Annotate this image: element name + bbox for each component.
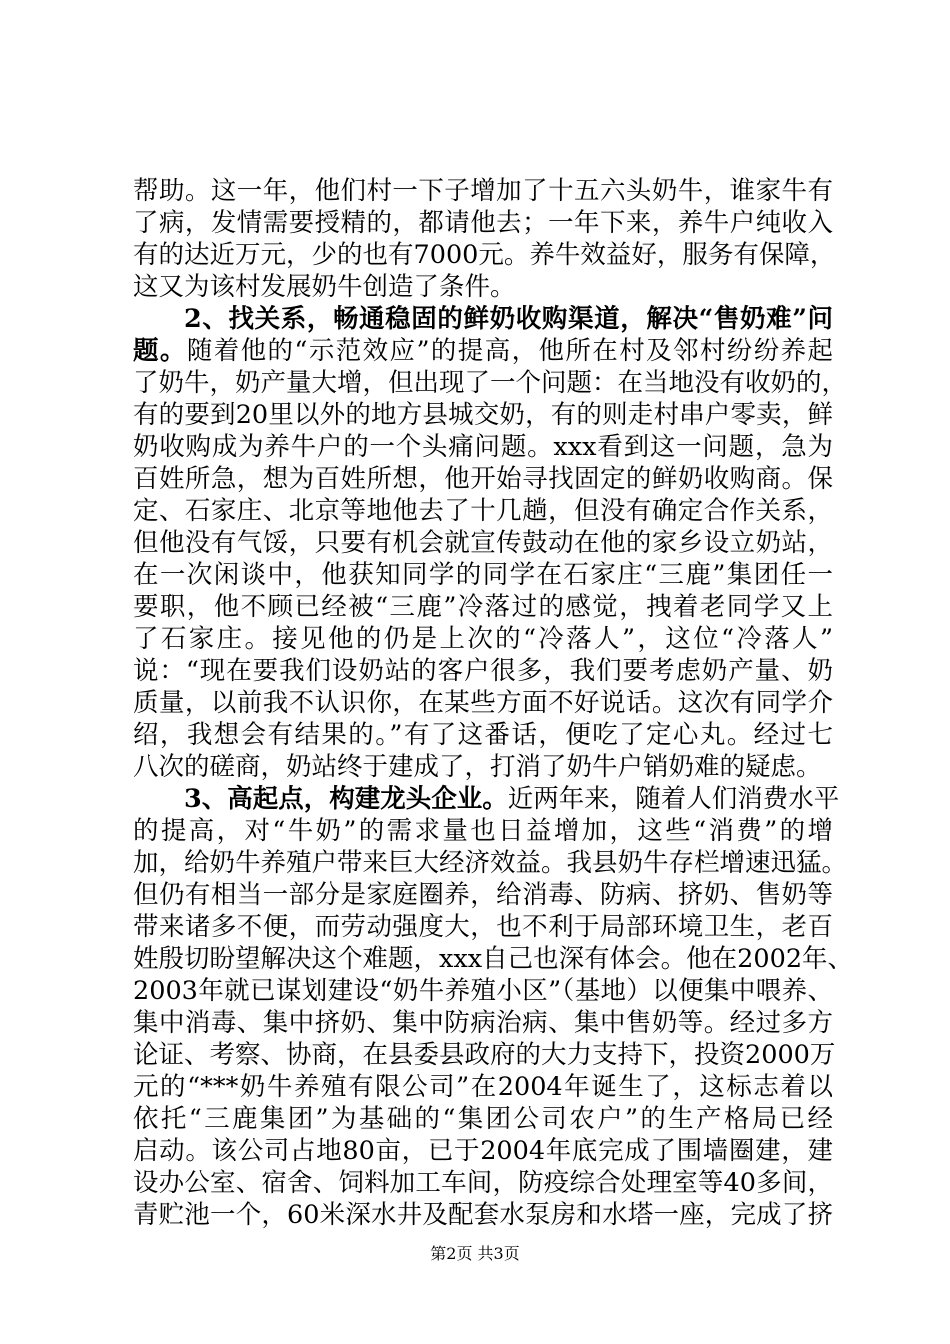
text-line: 但他没有气馁，只要有机会就宣传鼓动在他的家乡设立奶站， xyxy=(133,528,833,558)
text-line: 奶收购成为养牛户的一个头痛问题。xxx看到这一问题，急为 xyxy=(133,432,833,462)
text-line: 带来诸多不便，而劳动强度大，也不利于局部环境卫生，老百 xyxy=(133,912,833,942)
text-line: 有的要到20里以外的地方县城交奶，有的则走村串户零卖，鲜 xyxy=(133,400,833,430)
text-line: 但仍有相当一部分是家庭圈养，给消毒、防病、挤奶、售奶等 xyxy=(133,880,833,910)
text-line: 了石家庄。接见他的仍是上次的“冷落人”，这位“冷落人” xyxy=(133,624,833,654)
page-footer xyxy=(0,1244,950,1264)
text-line: 要职，他不顾已经被“三鹿”冷落过的感觉，拽着老同学又上 xyxy=(133,592,833,622)
text-line: 绍，我想会有结果的。”有了这番话，便吃了定心丸。经过七 xyxy=(133,720,833,750)
page-number: 第2页 共3页 xyxy=(430,1244,520,1263)
text-line xyxy=(133,335,833,367)
text-line: 八次的磋商，奶站终于建成了，打消了奶牛户销奶难的疑虑。 xyxy=(133,752,822,782)
text-line: 了病，发情需要授精的，都请他去；一年下来，养牛户纯收入 xyxy=(133,208,833,238)
text-line: 集中消毒、集中挤奶、集中防病治病、集中售奶等。经过多方 xyxy=(133,1008,833,1038)
document-body xyxy=(133,175,854,1231)
section-heading: 2、找关系，畅通稳固的鲜奶收购渠道，解决“售奶难”问 xyxy=(184,304,833,334)
text-line: 了奶牛，奶产量大增，但出现了一个问题：在当地没有收奶的， xyxy=(133,368,848,398)
text-line: 加，给奶牛养殖户带来巨大经济效益。我县奶牛存栏增速迅猛。 xyxy=(133,848,848,878)
text-line: 2003年就已谋划建设“奶牛养殖小区”（基地）以便集中喂养、 xyxy=(133,976,833,1006)
text-run: 近两年来，随着人们消费水平 xyxy=(507,784,840,814)
text-line: 依托“三鹿集团”为基础的“集团公司农户”的生产格局已经 xyxy=(133,1104,833,1134)
text-line: 姓殷切盼望解决这个难题，xxx自己也深有体会。他在2002年、 xyxy=(133,944,854,974)
text-line: 帮助。这一年，他们村一下子增加了十五六头奶牛，谁家牛有 xyxy=(133,176,833,206)
paragraph-3 xyxy=(133,783,854,1231)
section-heading: 3、高起点，构建龙头企业。 xyxy=(184,784,508,814)
text-line: 说：“现在要我们设奶站的客户很多，我们要考虑奶产量、奶 xyxy=(133,656,833,686)
text-line: 青贮池一个，60米深水井及配套水泵房和水塔一座，完成了挤 xyxy=(133,1200,833,1230)
text-line: 在一次闲谈中，他获知同学的同学在石家庄“三鹿”集团任一 xyxy=(133,560,833,590)
text-line: 论证、考察、协商，在县委县政府的大力支持下，投资2000万 xyxy=(133,1040,836,1070)
section-heading-line xyxy=(133,783,840,815)
text-run: 随着他的“示范效应”的提高，他所在村及邻村纷纷养起 xyxy=(186,336,833,366)
text-line: 的提高，对“牛奶”的需求量也日益增加，这些“消费”的增 xyxy=(133,816,833,846)
text-line: 这又为该村发展奶牛创造了条件。 xyxy=(133,272,516,302)
text-line: 百姓所急，想为百姓所想，他开始寻找固定的鲜奶收购商。保 xyxy=(133,464,833,494)
text-line: 元的“***奶牛养殖有限公司”在2004年诞生了，这标志着以 xyxy=(133,1072,833,1102)
text-line: 设办公室、宿舍、饲料加工车间，防疫综合处理室等40多间， xyxy=(133,1168,833,1198)
text-line: 定、石家庄、北京等地他去了十几趟，但没有确定合作关系， xyxy=(133,496,833,526)
text-line: 质量，以前我不认识你，在某些方面不好说话。这次有同学介 xyxy=(133,688,833,718)
section-heading-end: 题。 xyxy=(133,336,187,366)
paragraph-2 xyxy=(133,303,848,783)
paragraph-1 xyxy=(133,175,836,303)
section-heading-line xyxy=(133,303,833,335)
text-line: 有的达近万元，少的也有7000元。养牛效益好，服务有保障， xyxy=(133,240,836,270)
text-line: 启动。该公司占地80亩，已于2004年底完成了围墙圈建，建 xyxy=(133,1136,833,1166)
